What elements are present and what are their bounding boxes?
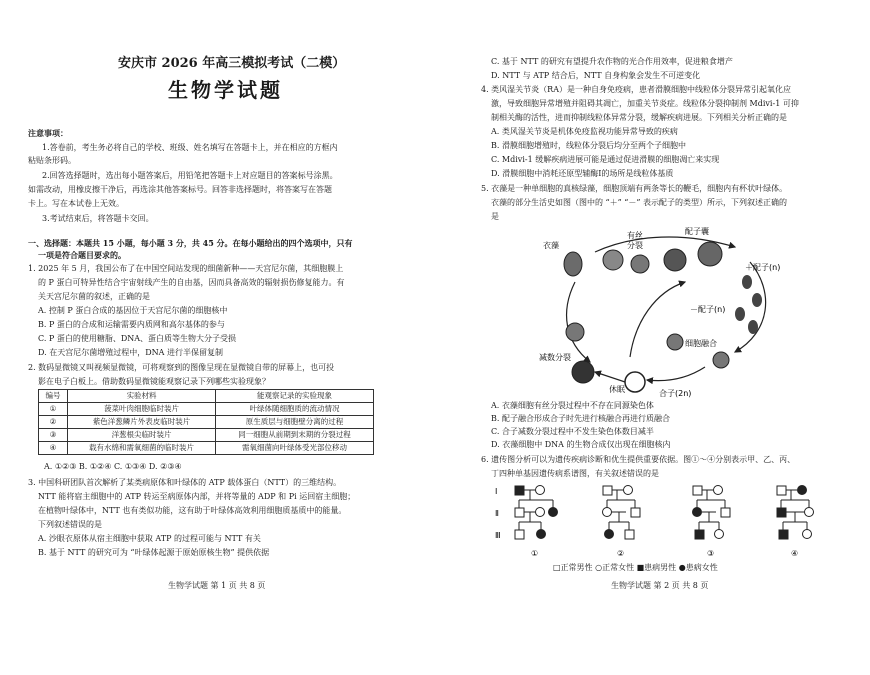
label-meiosis: 减数分裂 — [539, 353, 571, 362]
q3-stem: 3. 中国科研团队首次解析了某类病原体和叶绿体的 ATP 载体蛋白（NTT）的三维结构。 — [28, 478, 342, 487]
table-header-row — [39, 390, 374, 403]
table-header: 实验材料 — [68, 390, 216, 403]
minus-gamete — [748, 320, 758, 334]
subject-title: 生物学试题 — [168, 78, 283, 102]
q3-option-a: A. 沙眼衣原体从宿主细胞中获取 ATP 的过程可能与 NTT 有关 — [38, 534, 261, 543]
q5-option-c: C. 合子减数分裂过程中不发生染色体数目减半 — [491, 427, 654, 436]
chlamydomonas-life-cycle-diagram — [535, 222, 795, 398]
generation-label: Ⅲ — [495, 531, 501, 540]
table-row — [39, 429, 374, 442]
table-row — [39, 416, 374, 429]
label-chlamydomonas: 衣藻 — [543, 241, 559, 250]
table-cell: ① — [39, 403, 68, 416]
chlamydomonas-cell — [564, 252, 582, 276]
q6-stem: 6. 遗传图分析可以为遗传疾病诊断和优生提供重要依据。图①～④分别表示甲、乙、丙、 — [481, 455, 796, 464]
q4-option-d: D. 滑膜细胞中消耗还原型辅酶Ⅰ的场所是线粒体基质 — [491, 169, 674, 178]
table-cell: 紫色洋葱鳞片外表皮临时装片 — [68, 416, 216, 429]
fusing-gametes — [667, 334, 683, 350]
section-heading-cont: 一项是符合题目要求的。 — [38, 250, 126, 260]
label-gametangium: 配子囊 — [685, 227, 709, 236]
pedigree-1 — [515, 486, 558, 540]
notice-line: 1.答卷前，考生务必将自己的学校、班级、姓名填写在答题卡上，并在相应的方框内 — [42, 143, 338, 152]
q1-stem: 的 P 蛋白可特异性结合宇宙射线产生的自由基，因而具备高效的辐射损伤修复能力。有 — [38, 278, 345, 287]
table-cell: 菠菜叶肉细胞临时装片 — [68, 403, 216, 416]
notice-line: 卡上。写在本试卷上无效。 — [28, 199, 124, 208]
notice-line: 3.考试结束后，将答题卡交回。 — [42, 214, 154, 223]
q4-stem: 激，导致细胞异常增殖并阻碍其凋亡，加重关节炎症。线粒体分裂抑制剂 Mdivi-1 可抑 — [491, 99, 799, 108]
pedigree-number: ④ — [791, 549, 799, 558]
table-cell: ③ — [39, 429, 68, 442]
generation-label: Ⅰ — [495, 487, 498, 496]
notice-heading: 注意事项： — [28, 128, 68, 138]
q3-option-d: D. NTT 与 ATP 结合后，NTT 自身构象会发生不可逆变化 — [491, 71, 701, 80]
page-footer: 生物学试题 第 1 页 共 8 页 — [168, 581, 266, 590]
minus-gamete — [735, 307, 745, 321]
gametangium — [664, 249, 686, 271]
table-header: 编号 — [39, 390, 68, 403]
pedigree-number: ③ — [707, 549, 715, 558]
pedigree-number: ① — [531, 549, 539, 558]
notice-line: 如需改动，用橡皮擦干净后，再选涂其他答案标号。回答非选择题时，将答案写在答题 — [28, 185, 332, 194]
label-zygote: 合子(2n) — [659, 389, 692, 398]
table-cell: 载有水绵和需氧细菌的临时装片 — [68, 442, 216, 455]
cycle-arrow — [735, 262, 766, 352]
pedigree-number: ② — [617, 549, 625, 558]
cycle-arrow — [567, 282, 590, 362]
generation-label: Ⅱ — [495, 509, 499, 518]
table-row — [39, 442, 374, 455]
pedigree-4 — [777, 486, 814, 540]
q3-option-b: B. 基于 NTT 的研究可为 “叶绿体起源于原始原核生物” 提供依据 — [38, 548, 270, 557]
table-cell: 洋葱根尖临时装片 — [68, 429, 216, 442]
q4-option-a: A. 类风湿关节炎是机体免疫监视功能异常导致的疾病 — [491, 127, 678, 136]
cycle-arrow — [647, 367, 705, 381]
q5-stem: 衣藻的部分生活史如图（图中的 “＋” “－” 表示配子的类型）所示，下列叙述正确的 — [491, 198, 787, 207]
notice-line: 2.回答选择题时，选出每小题答案后，用铅笔把答题卡上对应题目的答案标号涂黑。 — [42, 171, 338, 180]
q5-stem: 是 — [491, 212, 499, 221]
q2-stem: 2. 数码显微镜又叫视频显微镜，可将观察到的图像呈现在显微镜自带的屏幕上，也可投 — [28, 363, 335, 372]
cycle-arrow — [595, 372, 625, 382]
pedigree-legend: □正常男性 ○正常女性 ■患病男性 ●患病女性 — [553, 563, 718, 572]
q2-options: A. ①②③ B. ①②④ C. ①③④ D. ②③④ — [44, 462, 182, 471]
section-heading: 一、选择题：本题共 15 小题，每小题 3 分，共 45 分。在每小题给出的四个选项中，只有 — [28, 238, 353, 248]
q4-option-b: B. 滑膜细胞增殖时，线粒体分裂后均分至两个子细胞中 — [491, 141, 686, 150]
label-cell-fusion: 细胞融合 — [685, 339, 717, 348]
table-cell: 叶绿体随细胞质的流动情况 — [216, 403, 374, 416]
plus-gamete — [742, 275, 752, 289]
q5-option-a: A. 衣藻细胞有丝分裂过程中不存在同源染色体 — [491, 401, 654, 410]
mitosis-cell — [631, 255, 649, 273]
label-mitosis: 有丝 — [627, 231, 643, 240]
table-cell: ④ — [39, 442, 68, 455]
q3-stem: 在植物叶绿体中，NTT 也有类似功能，这有助于叶绿体高效利用细胞质基质中的能量。 — [38, 506, 347, 515]
q1-option-d: D. 在天宫尼尔菌增殖过程中，DNA 进行半保留复制 — [38, 348, 223, 357]
mitosis-cell — [603, 250, 623, 270]
q1-stem: 1. 2025 年 5 月，我国公布了在中国空间站发现的细菌新种——天宫尼尔菌，其细胞膜上 — [28, 264, 344, 273]
table-row — [39, 403, 374, 416]
q6-stem: 丁四种单基因遗传病系谱图，有关叙述错误的是 — [491, 469, 659, 478]
q1-option-c: C. P 蛋白的使用糖脂、DNA、蛋白质等生物大分子受损 — [38, 334, 237, 343]
experiment-table — [38, 389, 374, 455]
q1-option-b: B. P 蛋白的合成和运输需要内质网和高尔基体的参与 — [38, 320, 225, 329]
notice-line: 粘贴条形码。 — [28, 156, 76, 165]
q1-stem: 关天宫尼尔菌的叙述，正确的是 — [38, 292, 150, 301]
pedigree-2 — [603, 486, 641, 540]
table-cell: 同一细胞从前期到末期的分裂过程 — [216, 429, 374, 442]
label-mitosis: 分裂 — [627, 241, 643, 250]
q3-stem: 下列叙述错误的是 — [38, 520, 102, 529]
q5-option-b: B. 配子融合形成合子时先进行核融合再进行质融合 — [491, 414, 670, 423]
meiosis-cell — [566, 323, 584, 341]
pedigree-3 — [693, 486, 731, 540]
fusing-gametes — [713, 352, 729, 368]
pedigree-charts — [495, 478, 855, 562]
q4-option-c: C. Mdivi-1 缓解疾病进展可能是通过促进滑膜的细胞凋亡来实现 — [491, 155, 720, 164]
table-header: 能观察记录的实验现象 — [216, 390, 374, 403]
q4-stem: 4. 类风湿关节炎（RA）是一种自身免疫病，患者滑膜细胞中线粒体分裂异常引起氧化应 — [481, 85, 791, 94]
page-footer: 生物学试题 第 2 页 共 8 页 — [611, 581, 709, 590]
meiosis-cell — [572, 361, 594, 383]
plus-gamete — [752, 293, 762, 307]
table-cell: 需氧细菌向叶绿体受光部位移动 — [216, 442, 374, 455]
table-cell: 原生质层与细胞壁分离的过程 — [216, 416, 374, 429]
label-dormancy: 休眠 — [609, 385, 625, 394]
right-page — [435, 0, 870, 675]
label-plus-gamete: ＋配子(n) — [745, 263, 781, 272]
exam-title: 安庆市 2026 年高三模拟考试（二模） — [118, 56, 346, 71]
q5-stem: 5. 衣藻是一种单细胞的真核绿藻，细胞顶端有两条等长的鞭毛，细胞内有杯状叶绿体。 — [481, 184, 788, 193]
q3-stem: NTT 能将宿主细胞中的 ATP 转运至病原体内部，并将等量的 ADP 和 Pi 运回宿主细胞； — [38, 492, 356, 501]
table-cell: ② — [39, 416, 68, 429]
label-minus-gamete: －配子(n) — [690, 305, 726, 314]
q1-option-a: A. 控制 P 蛋白合成的基因位于天宫尼尔菌的细胞核中 — [38, 306, 228, 315]
q4-stem: 制相关酶的活性，进而抑制线粒体异常分裂，缓解疾病进展。下列相关分析正确的是 — [491, 113, 787, 122]
q3-option-c: C. 基于 NTT 的研究有望提升农作物的光合作用效率，促进粮食增产 — [491, 57, 733, 66]
zygote — [625, 372, 645, 392]
gametangium — [698, 242, 722, 266]
q2-stem: 影在电子白板上。借助数码显微镜能观察记录下列哪些实验现象？ — [38, 377, 270, 386]
q5-option-d: D. 衣藻细胞中 DNA 的生物合成仅出现在细胞核内 — [491, 440, 671, 449]
